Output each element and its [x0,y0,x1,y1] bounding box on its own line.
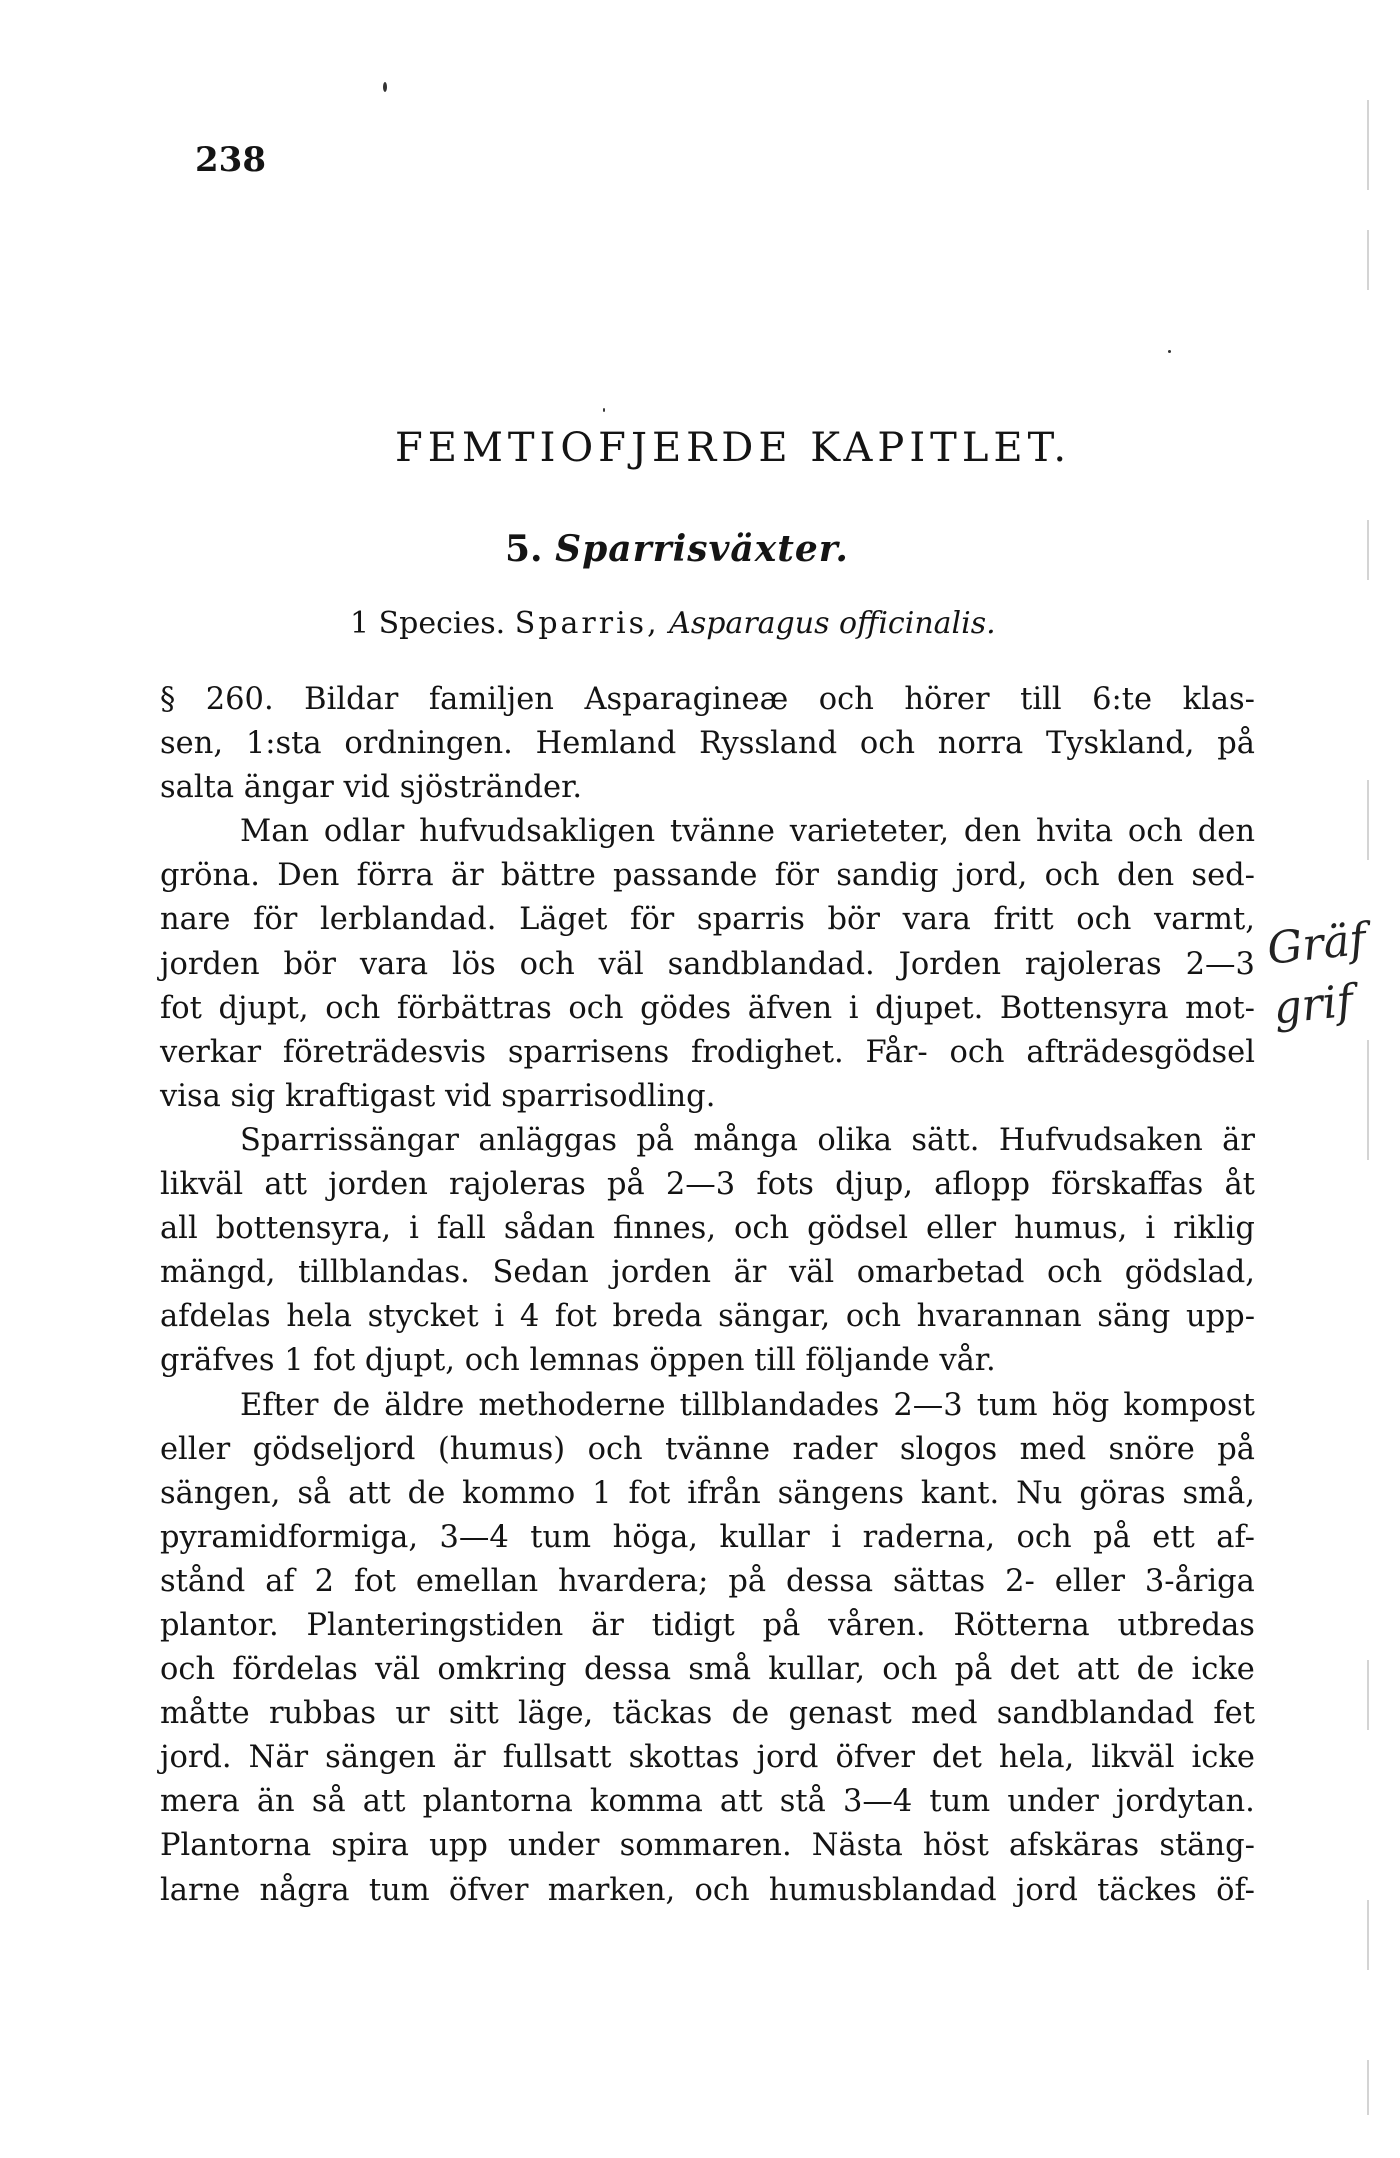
body-line: måtte rubbas ur sitt läge, täckas de genast med sandblandad fet [160,1696,1255,1732]
body-line: verkar företrädesvis sparrisens frodighet. Får- och afträdesgödsel [160,1034,1255,1070]
species-line [350,606,996,641]
species-prefix: 1 Species. [350,606,506,641]
body-line: nare för lerblandad. Läget för sparris bör vara fritt och varmt, [160,902,1255,938]
body-line: mängd, tillblandas. Sedan jorden är väl omarbetad och gödslad, [160,1255,1255,1291]
body-line: salta ängar vid sjöstränder. [160,770,583,806]
ink-speck [1168,350,1171,353]
chapter-title: FEMTIOFJERDE KAPITLET. [395,425,1072,471]
body-line: pyramidformiga, 3—4 tum höga, kullar i raderna, och på ett af- [160,1519,1255,1555]
margin-rule [1367,1900,1369,1970]
body-line: fot djupt, och förbättras och gödes äfven i djupet. Bottensyra mot- [160,990,1255,1026]
marginal-note: Gräf grif [1264,913,1369,1035]
body-line: sen, 1:sta ordningen. Hemland Ryssland och norra Tyskland, på [160,726,1255,762]
section-number: 5. [505,528,543,570]
ink-speck [383,82,387,92]
body-line: Efter de äldre methoderne tillblandades 2—3 tum hög kompost [240,1387,1255,1423]
body-line: likväl att jorden rajoleras på 2—3 fots djup, aflopp förskaffas åt [160,1167,1255,1203]
margin-rule [1367,100,1369,190]
page-number: 238 [195,140,266,180]
margin-rule [1367,520,1369,580]
margin-rule [1367,2060,1369,2115]
body-text [160,678,1255,1913]
body-line: gröna. Den förra är bättre passande för sandig jord, och den sed- [160,858,1255,894]
margin-rule [1367,1040,1369,1160]
section-name: Sparrisväxter. [555,528,849,570]
species-latin: Asparagus officinalis. [669,606,996,641]
body-line: Sparrissängar anläggas på många olika sätt. Hufvudsaken är [240,1122,1255,1158]
body-line: afdelas hela stycket i 4 fot breda sängar, och hvarannan säng upp- [160,1299,1255,1335]
species-name: Sparris, [514,606,660,641]
body-line: jorden bör vara lös och väl sandblandad. Jorden rajoleras 2—3 [160,946,1255,982]
body-line: mera än så att plantorna komma att stå 3—4 tum under jordytan. [160,1784,1255,1820]
margin-rule [1367,1660,1369,1730]
body-line: Plantorna spira upp under sommaren. Nästa höst afskäras stäng- [160,1828,1255,1864]
section-heading [505,528,849,570]
body-line: eller gödseljord (humus) och tvänne rader slogos med snöre på [160,1431,1255,1467]
margin-rule [1367,230,1369,290]
body-line: gräfves 1 fot djupt, och lemnas öppen till följande vår. [160,1343,996,1379]
body-line: § 260. Bildar familjen Asparagineæ och hörer till 6:te klas- [160,682,1255,717]
margin-rule [1367,780,1369,860]
body-line: Man odlar hufvudsakligen tvänne varieteter, den hvita och den [240,814,1255,850]
body-line: plantor. Planteringstiden är tidigt på våren. Rötterna utbredas [160,1607,1255,1643]
body-line: stånd af 2 fot emellan hvardera; på dessa sättas 2- eller 3-åriga [160,1563,1255,1599]
body-line: och fördelas väl omkring dessa små kullar, och på det att de icke [160,1652,1255,1688]
body-line: jord. När sängen är fullsatt skottas jord öfver det hela, likväl icke [160,1740,1255,1776]
body-line: all bottensyra, i fall sådan finnes, och gödsel eller humus, i riklig [160,1211,1255,1247]
body-line: larne några tum öfver marken, och humusblandad jord täckes öf- [160,1872,1255,1908]
ink-speck [603,408,605,412]
body-line: visa sig kraftigast vid sparrisodling. [160,1078,716,1114]
body-line: sängen, så att de kommo 1 fot ifrån sängens kant. Nu göras små, [160,1475,1255,1511]
